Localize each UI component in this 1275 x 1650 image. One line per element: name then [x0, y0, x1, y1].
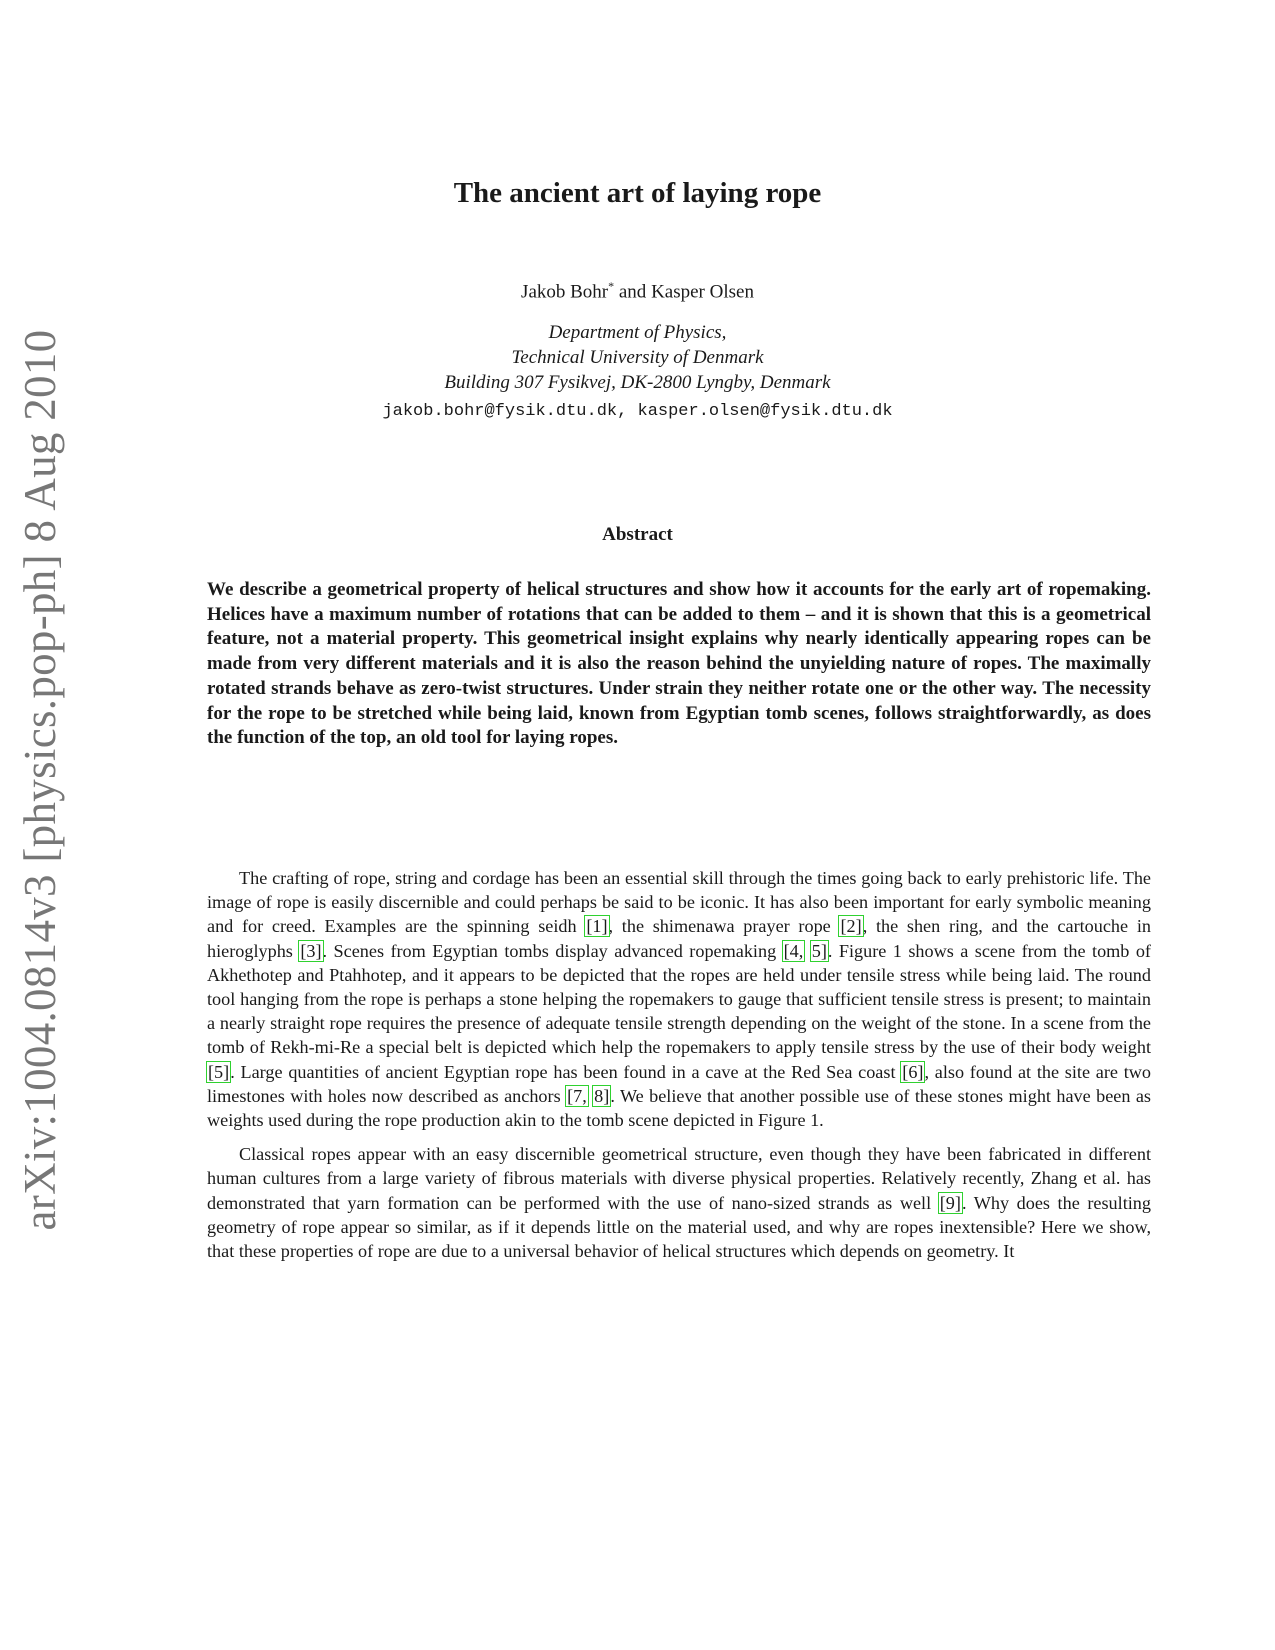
- citation-link[interactable]: 8]: [594, 1085, 610, 1106]
- affiliation-line: Technical University of Denmark: [511, 347, 764, 368]
- paragraph-text: . We believe that another possible use of these stones might have been as weights used during the rope production akin to the tomb scene depicted in Figure 1.: [207, 1085, 1151, 1131]
- affiliation-line: Department of Physics,: [548, 322, 727, 343]
- citation-link[interactable]: [5]: [208, 1061, 230, 1082]
- citation-link[interactable]: [4,: [783, 940, 804, 961]
- paragraph-text: , also found at the site are two limestones with holes now described as anchors: [207, 1061, 1151, 1106]
- paragraph-text: , the shimenawa prayer rope: [608, 916, 840, 937]
- affiliation-line: Building 307 Fysikvej, DK-2800 Lyngby, Denmark: [444, 372, 831, 393]
- paragraph-text: Classical ropes appear with an easy discernible geometrical structure, even though they have been fabricated in different human cultures from a large variety of fibrous materials with diverse physical properties. Relatively recently, Zhang et al. has demonstrated that yarn formation can be performed with the use of nano-sized strands as well: [207, 1144, 1151, 1213]
- body-paragraph: [207, 1142, 1151, 1263]
- author-line: [0, 279, 1275, 303]
- author-emails: jakob.bohr@fysik.dtu.dk, kasper.olsen@fysik.dtu.dk: [382, 402, 893, 421]
- abstract-text: We describe a geometrical property of helical structures and show how it accounts for the early art of ropemaking. Helices have a maximum number of rotations that can be added to them – and it is shown that this is a geometrical feature, not a material property. This geometrical insight explains why nearly identically appearing ropes can be made from very different materials and it is also the reason behind the unyielding nature of ropes. The maximally rotated strands behave as zero-twist structures. Under strain they neither rotate one or the other way. The necessity for the rope to be stretched while being laid, known from Egyptian tomb scenes, follows straightforwardly, as does the function of the top, an old tool for laying ropes.: [207, 579, 1151, 749]
- paper-title: The ancient art of laying rope: [453, 177, 822, 209]
- body-paragraph: [207, 866, 1151, 1132]
- author-name: Jakob Bohr: [521, 281, 609, 303]
- citation-link[interactable]: [2]: [840, 916, 862, 937]
- citation-link[interactable]: [1]: [586, 916, 608, 937]
- paragraph-text: . Figure 1 shows a scene from the tomb of Akhethotep and Ptahhotep, and it appears to be depicted that the ropes are held under tensile stress while being laid. The round tool hanging from the rope is perhaps a stone helping the ropemakers to gauge that sufficient tensile stress is present; to maintain a nearly straight rope requires the presence of adequate tensile strength depending on the weight of the stone. In a scene from the tomb of Rekh-mi-Re a special belt is depicted which help the ropemakers to apply tensile stress by the use of their body weight: [207, 940, 1151, 1058]
- citation-link[interactable]: [6]: [902, 1061, 924, 1082]
- paragraph-text: . Large quantities of ancient Egyptian rope has been found in a cave at the Red Sea coast: [230, 1061, 902, 1082]
- citation-link[interactable]: [3]: [300, 940, 322, 961]
- paragraph-text: [804, 941, 810, 961]
- paragraph-text: , the shen ring, and the cartouche in hieroglyphs: [207, 916, 1151, 961]
- arxiv-side-stamp: [10, 329, 70, 1231]
- author-name: Kasper Olsen: [651, 281, 754, 303]
- citation-link[interactable]: 5]: [811, 940, 827, 961]
- citation-link[interactable]: [9]: [939, 1192, 961, 1213]
- abstract-heading: Abstract: [602, 524, 673, 545]
- paragraph-text: . Scenes from Egyptian tombs display advanced ropemaking: [322, 940, 783, 961]
- paragraph-text: . Why does the resulting geometry of rope appear so similar, as if it depends little on the material used, and why are ropes inextensible? Here we show, that these properties of rope are due to a universal behavior of helical structures which depends on geometry. It: [207, 1192, 1151, 1262]
- corresponding-author-mark: *: [608, 279, 615, 293]
- arxiv-identifier: arXiv:1004.0814v3 [physics.pop-ph] 8 Aug 2010: [15, 329, 65, 1231]
- body-text: [207, 866, 1151, 1273]
- affiliation-block: [0, 320, 1275, 395]
- paragraph-text: The crafting of rope, string and cordage has been an essential skill through the times going back to early prehistoric life. The image of rope is easily discernible and could perhaps be said to be iconic. It has also been important for early symbolic meaning and for creed. Examples are the spinning seidh: [207, 868, 1151, 937]
- author-joiner: and: [614, 281, 652, 303]
- citation-link[interactable]: [7,: [567, 1085, 587, 1106]
